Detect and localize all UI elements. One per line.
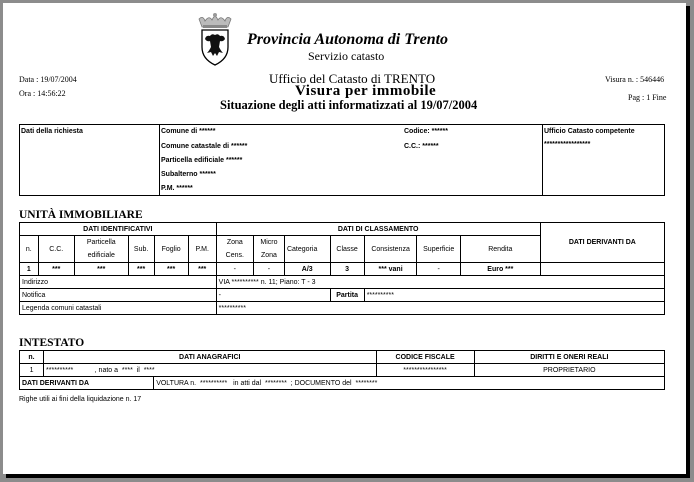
- cell: 1: [20, 364, 44, 377]
- col-header: Foglio: [154, 236, 188, 263]
- request-cc: C.C.: ******: [404, 143, 439, 150]
- cell: PROPRIETARIO: [474, 364, 664, 377]
- col-header: Rendita: [460, 236, 540, 263]
- cell: -: [216, 263, 253, 276]
- col-header: CODICE FISCALE: [376, 351, 474, 364]
- cell: ********** , nato a **** il ****: [44, 364, 377, 377]
- notifica-value: -: [216, 289, 330, 302]
- col-header: Categoria: [284, 236, 330, 263]
- cell: -: [253, 263, 284, 276]
- coat-of-arms-eagle-icon: [195, 11, 235, 66]
- notifica-label: Notifica: [20, 289, 217, 302]
- divider: [542, 124, 543, 196]
- divider: [159, 124, 160, 196]
- group-classamento: DATI DI CLASSAMENTO: [216, 223, 540, 236]
- group-identificativi: DATI IDENTIFICATIVI: [20, 223, 217, 236]
- unita-table: [19, 222, 665, 315]
- partita-value: **********: [364, 289, 664, 302]
- unita-section-title: UNITÀ IMMOBILIARE: [19, 209, 143, 221]
- cell: ***: [38, 263, 74, 276]
- request-particella: Particella edificiale ******: [161, 157, 243, 164]
- ufficio-label: Ufficio Catasto competente: [544, 128, 635, 135]
- request-comune: Comune di ******: [161, 128, 216, 135]
- derivanti-label: DATI DERIVANTI DA: [20, 377, 154, 390]
- service-name: Servizio catasto: [308, 49, 385, 63]
- page-number: Pag : 1 Fine: [628, 93, 667, 102]
- cell: [540, 263, 664, 276]
- legenda-label: Legenda comuni catastali: [20, 302, 217, 315]
- col-header: n.: [20, 351, 44, 364]
- request-codice: Codice: ******: [404, 128, 448, 135]
- cell: *** vani: [364, 263, 417, 276]
- cell: ****************: [376, 364, 474, 377]
- group-derivanti: DATI DERIVANTI DA: [540, 223, 664, 263]
- cell: ***: [154, 263, 188, 276]
- date-label: Data : 19/07/2004: [19, 75, 77, 84]
- table-row: [20, 263, 665, 276]
- cell: ***: [74, 263, 128, 276]
- request-comune-catastale: Comune catastale di ******: [161, 143, 248, 150]
- visura-number: Visura n. : 546446: [605, 75, 665, 84]
- col-header: Zona Cens.: [216, 236, 253, 263]
- col-header: Particella edificiale: [74, 236, 128, 263]
- col-header: Classe: [330, 236, 364, 263]
- intestato-table: [19, 350, 665, 390]
- footer-note: Righe utili ai fini della liquidazione n. 17: [19, 396, 142, 403]
- indirizzo-value: VIA ********** n. 11; Piano: T - 3: [216, 276, 664, 289]
- col-header: Sub.: [128, 236, 154, 263]
- col-header: DATI ANAGRAFICI: [44, 351, 377, 364]
- ufficio-value: *****************: [544, 141, 591, 148]
- cell: Euro ***: [460, 263, 540, 276]
- partita-label: Partita: [330, 289, 364, 302]
- col-header: C.C.: [38, 236, 74, 263]
- document-subtitle: Situazione degli atti informatizzati al 19/07/2004: [220, 98, 478, 112]
- col-header: P.M.: [188, 236, 216, 263]
- table-row: [20, 364, 665, 377]
- office-name: Ufficio del Catasto di TRENTO: [269, 71, 436, 86]
- cell: 1: [20, 263, 39, 276]
- legenda-value: **********: [216, 302, 664, 315]
- cell: 3: [330, 263, 364, 276]
- cell: ***: [128, 263, 154, 276]
- col-header: DIRITTI E ONERI REALI: [474, 351, 664, 364]
- col-header: Micro Zona: [253, 236, 284, 263]
- document-page: [3, 3, 686, 474]
- request-subalterno: Subalterno ******: [161, 171, 216, 178]
- col-header: Superficie: [417, 236, 460, 263]
- cell: -: [417, 263, 460, 276]
- request-pm: P.M. ******: [161, 185, 193, 192]
- intestato-section-title: INTESTATO: [19, 337, 85, 349]
- institution-name: Provincia Autonoma di Trento: [247, 31, 449, 48]
- indirizzo-label: Indirizzo: [20, 276, 217, 289]
- derivanti-value: VOLTURA n. ********** in atti dal ******** ; DOCUMENTO del ********: [154, 377, 665, 390]
- cell: A/3: [284, 263, 330, 276]
- time-label: Ora : 14:56:22: [19, 89, 66, 98]
- col-header: n.: [20, 236, 39, 263]
- col-header: Consistenza: [364, 236, 417, 263]
- document-title: Visura per immobile: [295, 83, 437, 99]
- request-label: Dati della richiesta: [21, 128, 83, 135]
- cell: ***: [188, 263, 216, 276]
